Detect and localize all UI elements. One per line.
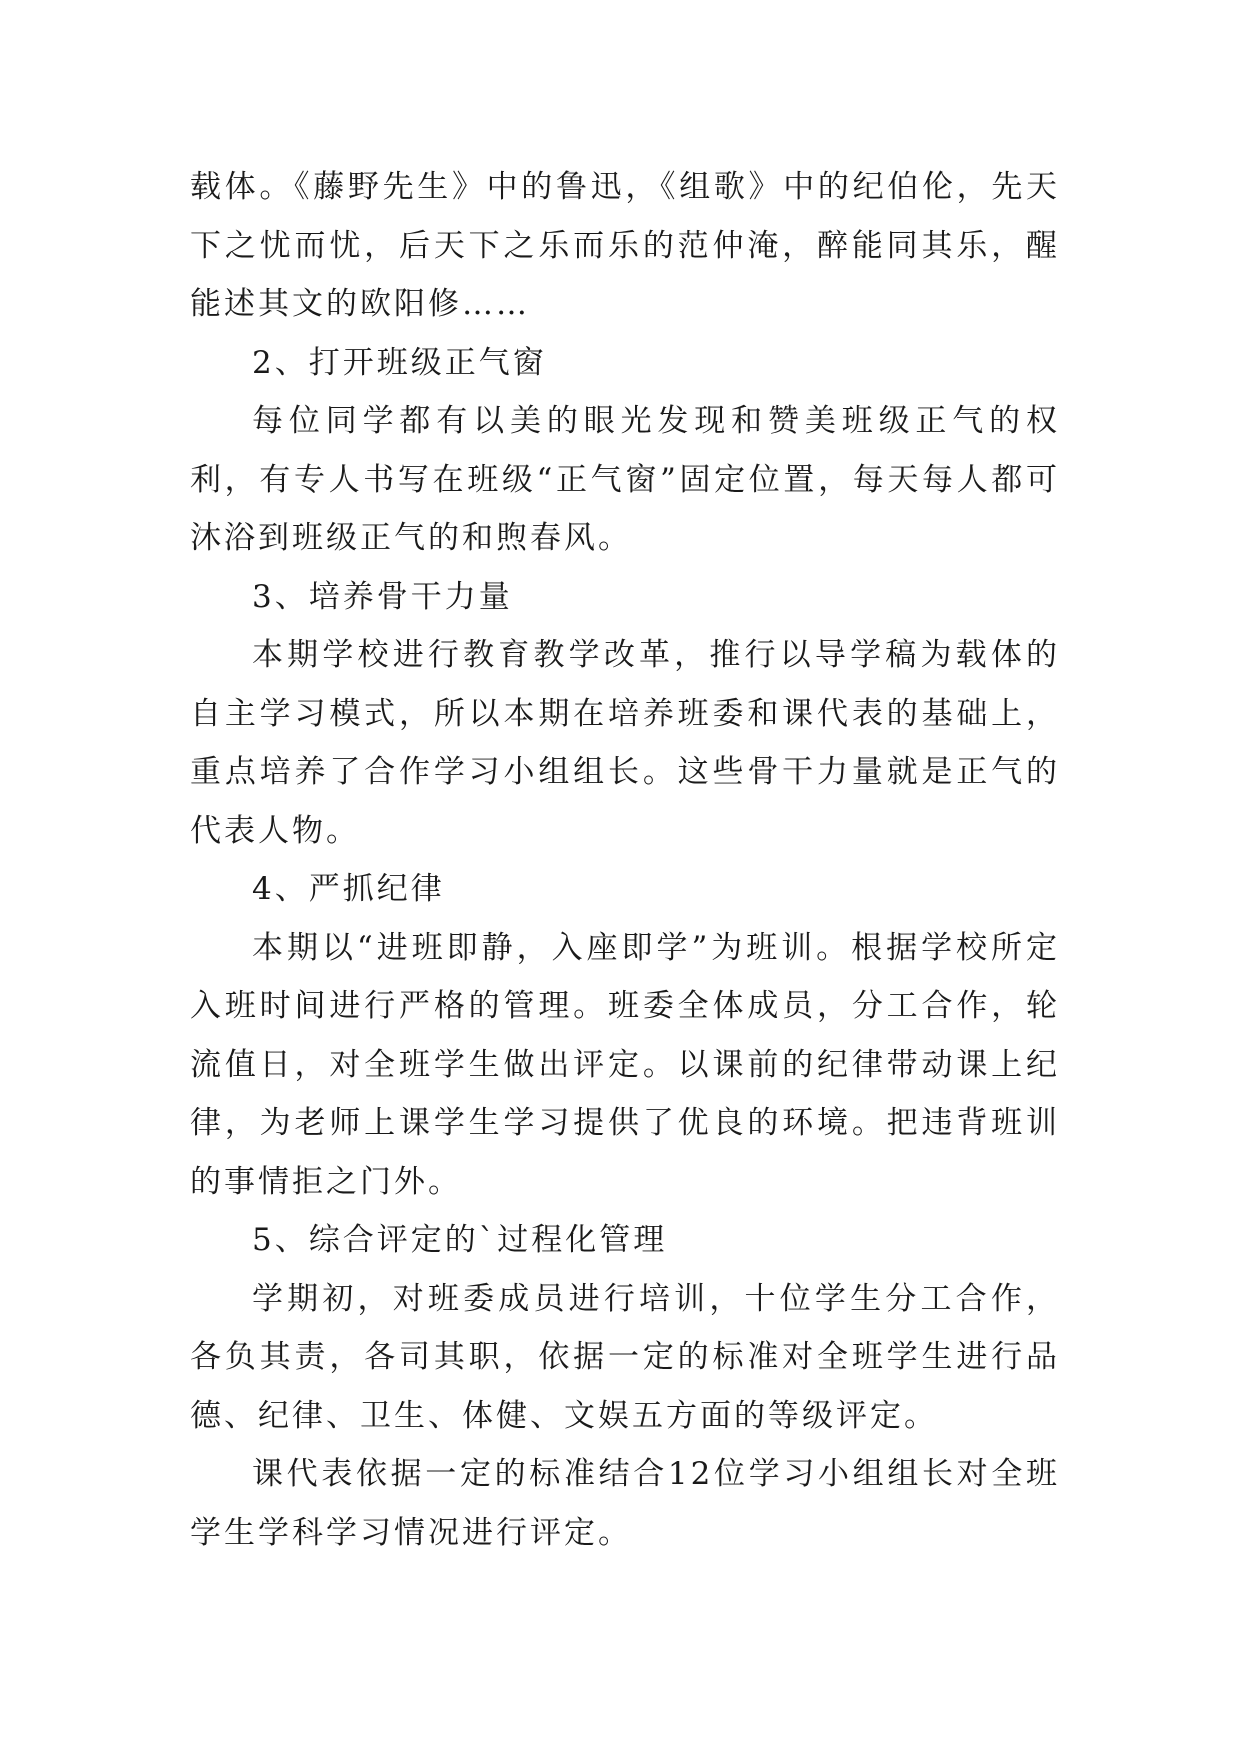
section-heading: 2、打开班级正气窗 xyxy=(252,344,547,381)
paragraph: 每位同学都有以美的眼光发现和赞美班级正气的权利，有专人书写在班级“正气窗”固定位置，每天每人都可沐浴到班级正气的和煦春风。 xyxy=(190,403,1060,556)
paragraph: 本期学校进行教育教学改革，推行以导学稿为载体的自主学习模式，所以本期在培养班委和课代表的基础上，重点培养了合作学习小组组长。这些骨干力量就是正气的代表人物。 xyxy=(190,637,1060,849)
document-body xyxy=(190,158,1060,1562)
paragraph: 本期以“进班即静，入座即学”为班训。根据学校所定入班时间进行严格的管理。班委全体成员，分工合作，轮流值日，对全班学生做出评定。以课前的纪律带动课上纪律，为老师上课学生学习提供了优良的环境。把违背班训的事情拒之门外。 xyxy=(190,929,1060,1200)
section-heading: 5、综合评定的`过程化管理 xyxy=(252,1222,668,1258)
paragraph: 课代表依据一定的标准结合12位学习小组组长对全班学生学科学习情况进行评定。 xyxy=(190,1456,1060,1551)
section-heading: 4、严抓纪律 xyxy=(252,871,445,907)
section-heading: 3、培养骨干力量 xyxy=(252,578,513,615)
paragraph: 学期初，对班委成员进行培训，十位学生分工合作，各负其责，各司其职，依据一定的标准对全班学生进行品德、纪律、卫生、体健、文娱五方面的等级评定。 xyxy=(190,1280,1060,1434)
paragraph: 载体。《藤野先生》中的鲁迅，《组歌》中的纪伯伦，先天下之忧而忧，后天下之乐而乐的范仲淹，醉能同其乐，醒能述其文的欧阳修…… xyxy=(190,169,1060,322)
